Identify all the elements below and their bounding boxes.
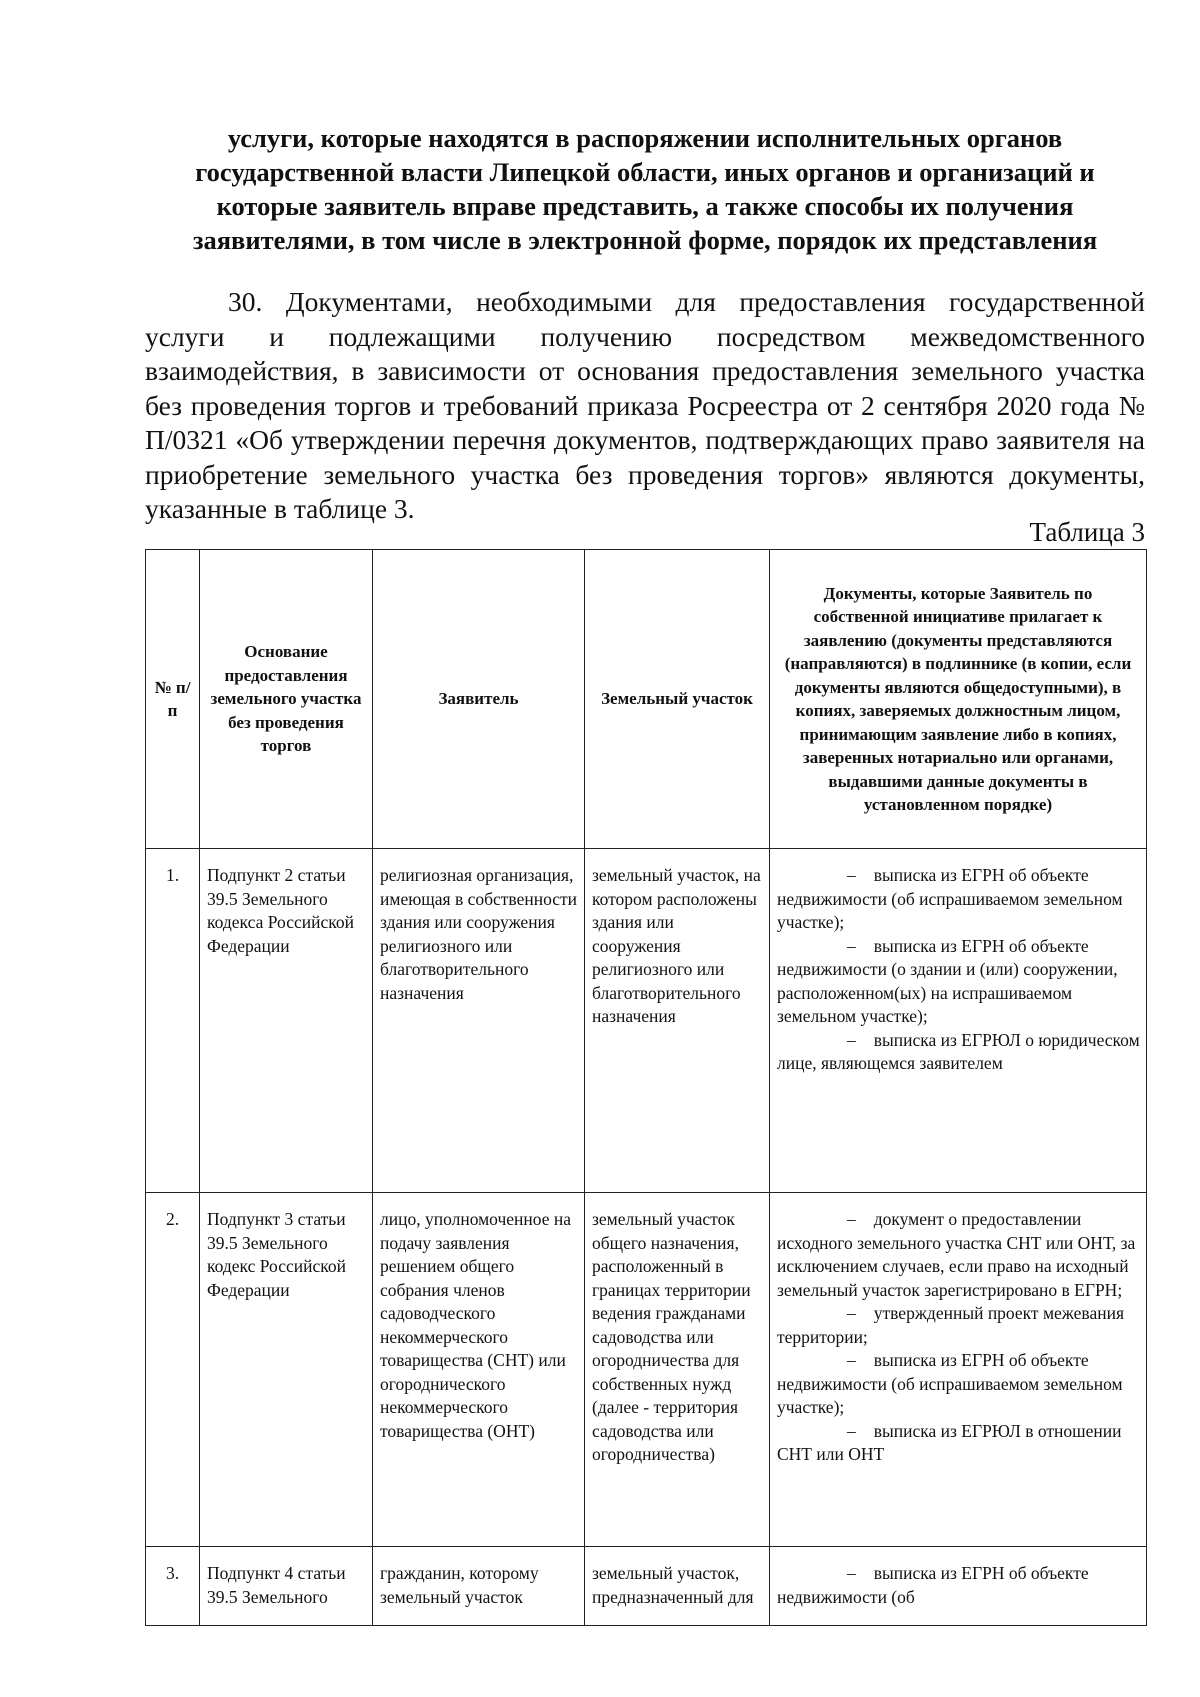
row-documents xyxy=(770,849,1147,1193)
header-number: № п/п xyxy=(146,550,200,849)
dash-marker: – xyxy=(847,1420,856,1441)
document-item xyxy=(777,1420,1140,1467)
row-basis: Подпункт 2 статьи 39.5 Земельного кодекса Российской Федерации xyxy=(200,849,373,1193)
row-basis: Подпункт 3 статьи 39.5 Земельного кодекс Российской Федерации xyxy=(200,1193,373,1547)
document-text: выписка из ЕГРЮЛ о юридическом лице, являющемся заявителем xyxy=(777,1029,1140,1073)
dash-marker: – xyxy=(847,1029,856,1050)
row-basis: Подпункт 4 статьи 39.5 Земельного xyxy=(200,1547,373,1626)
document-item xyxy=(777,1349,1140,1420)
document-item xyxy=(777,1208,1140,1302)
dash-marker: – xyxy=(847,1209,856,1229)
dash-marker: – xyxy=(847,1350,856,1370)
paragraph-text: 30. Документами, необходимыми для предоставления государственной услуги и подлежащими получению посредством межведомственного взаимодействия, в зависимости от основания предоставления земельного участка без проведения торгов и требований приказа Росреестра от 2 сентября 2020 года № П/0321 «Об утверждении перечня документов, подтверждающих право заявителя на приобретение земельного участка без проведения торгов» являются документы, указанные в таблице 3. xyxy=(145,286,1145,524)
row-plot: земельный участок общего назначения, расположенный в границах территории ведения гражданами садоводства или огородничества для собственных нужд (далее - территория садоводства или огородничества) xyxy=(585,1193,770,1547)
document-item xyxy=(777,1029,1140,1076)
table-caption: Таблица 3 xyxy=(1029,517,1145,547)
row-applicant: гражданин, которому земельный участок xyxy=(373,1547,585,1626)
row-applicant: лицо, уполномоченное на подачу заявления решением общего собрания членов садоводческого некоммерческого товарищества (СНТ) или огороднического некоммерческого товарищества (ОНТ) xyxy=(373,1193,585,1547)
row-applicant: религиозная организация, имеющая в собственности здания или сооружения религиозного или благотворительного назначения xyxy=(373,849,585,1193)
document-text: выписка из ЕГРН об объекте недвижимости (о здании и (или) сооружении, расположенном(ых) на испрашиваемом земельном участке); xyxy=(777,935,1118,1026)
document-text: утвержденный проект межевания территории; xyxy=(777,1303,1125,1347)
document-item xyxy=(777,864,1140,935)
document-text: выписка из ЕГРН об объекте недвижимости (об испрашиваемом земельном участке); xyxy=(777,865,1123,932)
row-number: 3. xyxy=(146,1547,200,1626)
heading-line: услуги, которые находятся в распоряжении исполнительных органов xyxy=(227,123,1063,153)
header-plot: Земельный участок xyxy=(585,550,770,849)
dash-marker: – xyxy=(847,935,856,956)
documents-table xyxy=(145,549,1147,1626)
header-basis: Основание предоставления земельного участка без проведения торгов xyxy=(200,550,373,849)
dash-marker: – xyxy=(847,865,856,885)
document-text: выписка из ЕГРН об объекте недвижимости (об испрашиваемом земельном участке); xyxy=(777,1350,1123,1417)
document-text: документ о предоставлении исходного земельного участка СНТ или ОНТ, за исключением случаев, если право на исходный земельный участок зарегистрировано в ЕГРН; xyxy=(777,1209,1136,1300)
dash-marker: – xyxy=(847,1563,856,1583)
row-documents xyxy=(770,1193,1147,1547)
document-item xyxy=(777,1562,1140,1609)
row-documents xyxy=(770,1547,1147,1626)
section-heading xyxy=(145,121,1145,257)
table-row xyxy=(146,1547,1147,1626)
document-text: выписка из ЕГРЮЛ в отношении СНТ или ОНТ xyxy=(777,1420,1122,1464)
table-row xyxy=(146,849,1147,1193)
heading-line: заявителями, в том числе в электронной форме, порядок их представления xyxy=(192,225,1098,255)
body-paragraph xyxy=(145,285,1145,527)
dash-marker: – xyxy=(847,1303,856,1323)
document-text: выписка из ЕГРН об объекте недвижимости (об xyxy=(777,1563,1089,1607)
row-plot: земельный участок, предназначенный для xyxy=(585,1547,770,1626)
document-item xyxy=(777,1302,1140,1349)
document-item xyxy=(777,935,1140,1029)
table-header-row xyxy=(146,550,1147,849)
row-number: 2. xyxy=(146,1193,200,1547)
table-row xyxy=(146,1193,1147,1547)
row-number: 1. xyxy=(146,849,200,1193)
header-documents: Документы, которые Заявитель по собственной инициативе прилагает к заявлению (документы представляются (направляются) в подлиннике (в копии, если документы являются общедоступными), в копиях, заверяемых должностным лицом, принимающим заявление либо в копиях, заверенных нотариально или органами, выдавшими данные документы в установленном порядке) xyxy=(770,550,1147,849)
header-applicant: Заявитель xyxy=(373,550,585,849)
row-plot: земельный участок, на котором расположены здания или сооружения религиозного или благотворительного назначения xyxy=(585,849,770,1193)
heading-line: государственной власти Липецкой области, иных органов и организаций и xyxy=(195,157,1095,187)
heading-line: которые заявитель вправе представить, а также способы их получения xyxy=(216,191,1074,221)
